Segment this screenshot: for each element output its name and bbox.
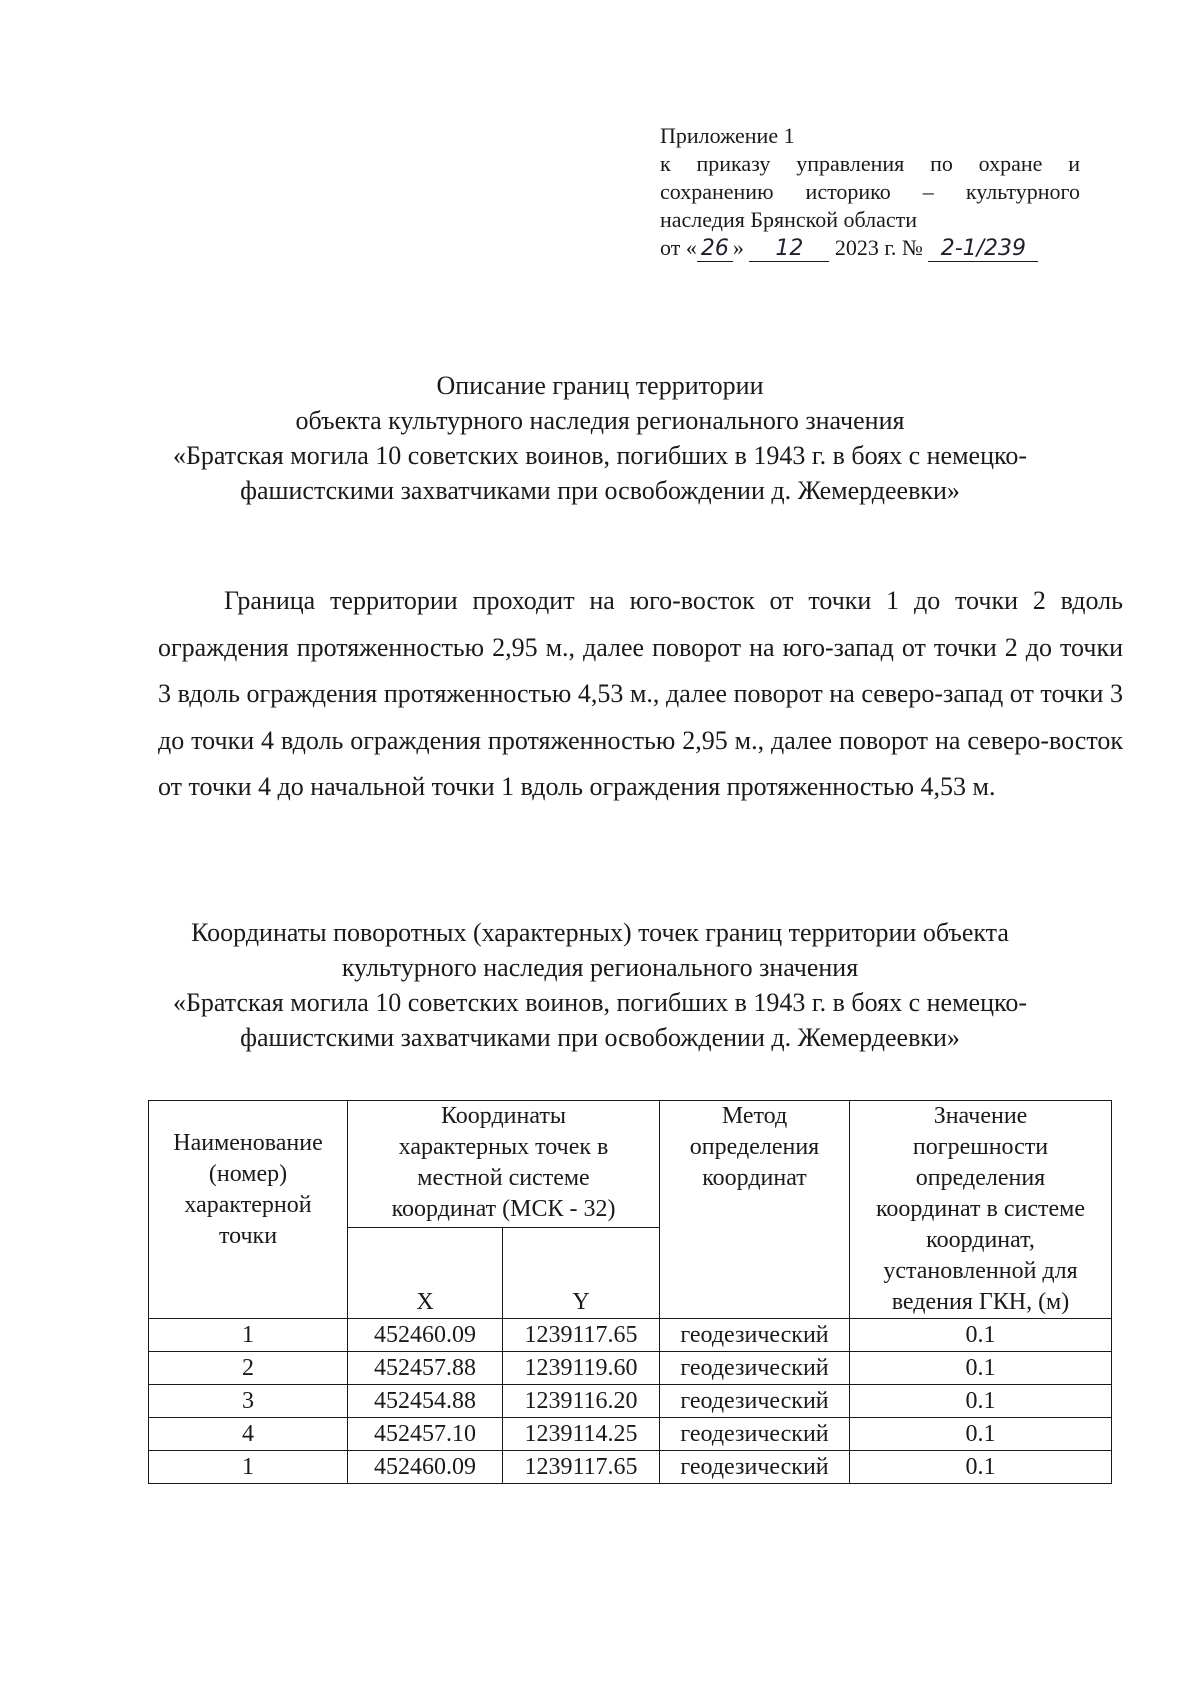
title-line: фашистскими захватчиками при освобождении д. Жемердеевки» [240, 1023, 960, 1052]
cell-error: 0.1 [850, 1319, 1112, 1352]
date-prefix: от « [660, 235, 697, 260]
cell-method: геодезический [660, 1385, 850, 1418]
boundary-description-paragraph: Граница территории проходит на юго-восток от точки 1 до точки 2 вдоль ограждения протяженностью 2,95 м., далее поворот на юго-запад от точки 2 до точки 3 вдоль ограждения протяженностью 4,53 м., далее поворот на северо-запад от точки 3 до точки 4 вдоль ограждения протяженностью 2,95 м., далее поворот на северо-восток от точки 4 до начальной точки 1 вдоль ограждения протяженностью 4,53 м. [158, 586, 1123, 801]
title-line: «Братская могила 10 советских воинов, погибших в 1943 г. в боях с немецко- [173, 988, 1027, 1017]
cell-x: 452460.09 [348, 1451, 503, 1484]
header-x: X [348, 1228, 503, 1319]
table-row [149, 1418, 1112, 1451]
cell-point: 1 [149, 1319, 348, 1352]
cell-point: 2 [149, 1352, 348, 1385]
cell-error: 0.1 [850, 1352, 1112, 1385]
coordinates-table [148, 1100, 1112, 1484]
title-line: культурного наследия регионального значения [341, 953, 859, 982]
cell-method: геодезический [660, 1352, 850, 1385]
appendix-header [660, 122, 1080, 262]
date-day: 26 [697, 237, 733, 262]
cell-x: 452457.10 [348, 1418, 503, 1451]
title-line: фашистскими захватчиками при освобождении д. Жемердеевки» [240, 476, 960, 505]
cell-y: 1239119.60 [503, 1352, 660, 1385]
order-number: 2-1/239 [928, 237, 1038, 262]
cell-y: 1239114.25 [503, 1418, 660, 1451]
appendix-date-line [660, 234, 1080, 262]
appendix-order-line: к приказу управления по охране и [660, 151, 1080, 176]
date-month: 12 [749, 237, 829, 262]
coordinates-title [130, 915, 1070, 1055]
cell-x: 452460.09 [348, 1319, 503, 1352]
cell-error: 0.1 [850, 1385, 1112, 1418]
cell-x: 452454.88 [348, 1385, 503, 1418]
title-line: Описание границ территории [436, 371, 764, 400]
header-method: Метод определения координат [660, 1101, 850, 1319]
date-mid: » [732, 235, 744, 260]
cell-error: 0.1 [850, 1418, 1112, 1451]
table-row [149, 1451, 1112, 1484]
table-row [149, 1385, 1112, 1418]
boundary-description-title [130, 368, 1070, 508]
cell-method: геодезический [660, 1319, 850, 1352]
header-point-name: Наименование (номер) характерной точки [149, 1101, 348, 1319]
cell-method: геодезический [660, 1418, 850, 1451]
title-line: «Братская могила 10 советских воинов, погибших в 1943 г. в боях с немецко- [173, 441, 1027, 470]
header-coordinates: Координаты характерных точек в местной системе координат (МСК - 32) [348, 1101, 660, 1228]
title-line: объекта культурного наследия регионального значения [295, 406, 905, 435]
cell-point: 1 [149, 1451, 348, 1484]
header-error-value: Значение погрешности определения координат в системе координат, установленной для ведения ГКН, (м) [850, 1101, 1112, 1319]
cell-method: геодезический [660, 1451, 850, 1484]
table-row [149, 1352, 1112, 1385]
cell-error: 0.1 [850, 1451, 1112, 1484]
cell-point: 4 [149, 1418, 348, 1451]
date-year: 2023 г. № [834, 235, 923, 260]
cell-y: 1239116.20 [503, 1385, 660, 1418]
appendix-label: Приложение 1 [660, 123, 795, 148]
table-row [149, 1319, 1112, 1352]
cell-y: 1239117.65 [503, 1451, 660, 1484]
cell-x: 452457.88 [348, 1352, 503, 1385]
appendix-order-line: сохранению историко – культурного [660, 179, 1080, 204]
cell-point: 3 [149, 1385, 348, 1418]
title-line: Координаты поворотных (характерных) точек границ территории объекта [191, 918, 1009, 947]
header-y: Y [503, 1228, 660, 1319]
appendix-order-line: наследия Брянской области [660, 207, 918, 232]
cell-y: 1239117.65 [503, 1319, 660, 1352]
